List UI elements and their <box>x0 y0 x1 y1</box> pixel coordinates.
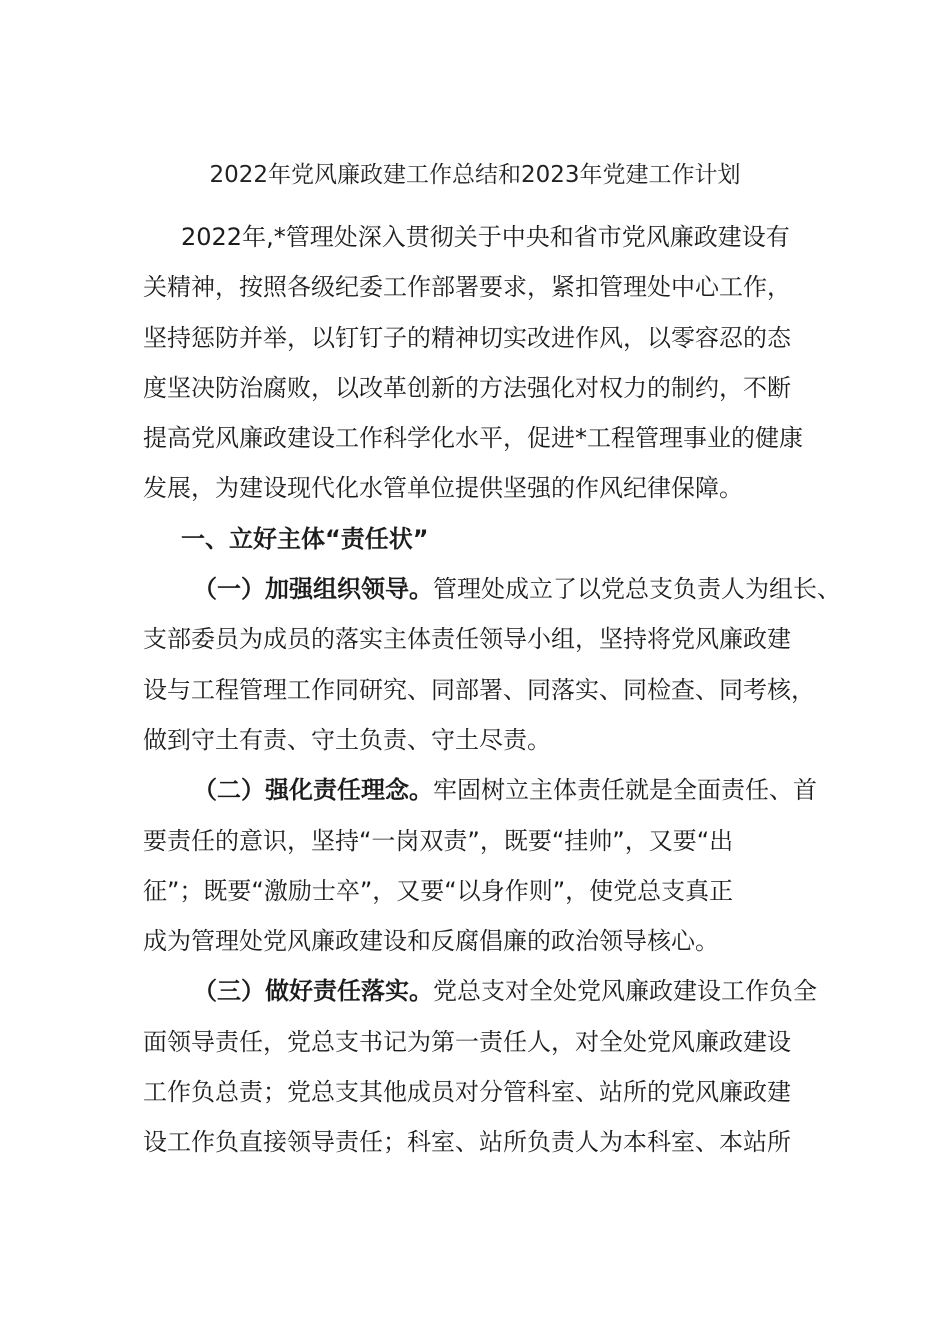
line-text: 设与工程管理工作同研究、同部署、同落实、同检查、同考核， <box>143 675 815 704</box>
paragraph-line <box>143 669 815 719</box>
paragraph-line <box>143 870 811 920</box>
line-text: 坚持惩防并举，以钉钉子的精神切实改进作风，以零容忍的态 <box>143 323 791 352</box>
line-text: 设工作负直接领导责任；科室、站所负责人为本科室、本站所 <box>143 1128 791 1157</box>
line-text: 发展，为建设现代化水管单位提供坚强的作风纪律保障。 <box>143 474 743 503</box>
paragraph-line <box>143 216 811 266</box>
line-text: 党总支对全处党风廉政建设工作负全 <box>433 977 817 1006</box>
line-text: 2022年,*管理处深入贯彻关于中央和省市党风廉政建设有 <box>181 223 790 251</box>
line-text: 要责任的意识，坚持“一岗双责”，既要“挂帅”，又要“出 <box>143 826 734 855</box>
paragraph-line <box>143 618 811 668</box>
line-text: 管理处成立了以党总支负责人为组长、 <box>433 575 841 604</box>
line-text: 度坚决防治腐败，以改革创新的方法强化对权力的制约，不断 <box>143 373 791 402</box>
paragraph-line <box>143 769 817 819</box>
paragraph-line <box>143 467 811 517</box>
line-text: 牢固树立主体责任就是全面责任、首 <box>433 776 817 805</box>
line-text: 面领导责任，党总支书记为第一责任人，对全处党风廉政建设 <box>143 1027 791 1056</box>
line-text: 成为管理处党风廉政建设和反腐倡廉的政治领导核心。 <box>143 927 719 956</box>
line-text: 做到守土有责、守土负责、守土尽责。 <box>143 725 551 754</box>
paragraph-line <box>143 417 811 467</box>
subsection-heading: （三）做好责任落实。 <box>193 977 433 1006</box>
paragraph-line <box>143 367 811 417</box>
document-body <box>143 216 841 1172</box>
subsection-heading: （二）强化责任理念。 <box>193 776 433 805</box>
paragraph-line <box>143 1021 811 1071</box>
paragraph-line <box>143 1071 811 1121</box>
section-heading <box>143 518 811 568</box>
subsection-heading: （一）加强组织领导。 <box>193 575 433 604</box>
paragraph-line <box>143 920 811 970</box>
line-text: 关精神，按照各级纪委工作部署要求，紧扣管理处中心工作， <box>143 273 791 302</box>
paragraph-line <box>143 317 811 367</box>
line-text: 征”；既要“激励士卒”，又要“以身作则”，使党总支真正 <box>143 876 734 905</box>
line-text: 提高党风廉政建设工作科学化水平，促进*工程管理事业的健康 <box>143 424 803 453</box>
paragraph-line <box>143 568 841 618</box>
document-title: 2022年党风廉政建工作总结和2023年党建工作计划 <box>209 162 741 188</box>
paragraph-line <box>143 266 811 316</box>
line-text: 工作负总责；党总支其他成员对分管科室、站所的党风廉政建 <box>143 1078 791 1107</box>
paragraph-line <box>143 970 817 1020</box>
paragraph-line <box>143 820 811 870</box>
section-heading-text: 一、立好主体“责任状” <box>181 524 429 553</box>
paragraph-line <box>143 719 811 769</box>
paragraph-line <box>143 1121 811 1171</box>
line-text: 支部委员为成员的落实主体责任领导小组，坚持将党风廉政建 <box>143 625 791 654</box>
